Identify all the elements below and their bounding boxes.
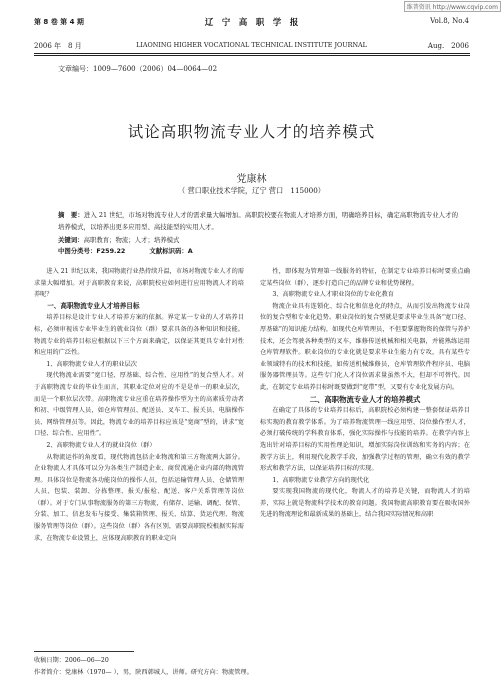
paragraph: 从物流运作的角度看，现代物流包括企业物流和第三方物流两大部分。企业物流人才具体可以分为各类生产制造企业、商贸流通企业内部的物流管理。具体岗位是物流各功能岗位的操作人员，包括运输管理人员、仓储管理人员、包装、装卸、分拣整理、报关/报检、配送、客户关系管理等岗位（群）。对于专门从事物流服务的第三方物流，有储存、运输、调配、保管、分装、加工、信息发布与接受、集装箱管理、报关、结算、货运代理、物流服务管理等岗位（群）。这些岗位（群）各有区别，需要高职院校根据实际需求，在物流专业设置上，应体现高职教育的职业定向 (34, 453, 244, 542)
abstract (58, 209, 458, 233)
article-number: 文章编号：1009—7600（2006）04—0064—02 (58, 65, 218, 73)
section-heading: 2、高职物流专业人才的就业岗位（群） (46, 441, 156, 449)
clc-label: 中图分类号： (58, 247, 97, 255)
abstract-label: 摘 要： (58, 211, 84, 219)
section-heading: 3、高职物流专业人才职业岗位的专业化教育 (272, 291, 394, 299)
header-volume: 第 8 卷 第 4 期 (34, 18, 84, 26)
section-heading: 一、高职物流专业人才培养目标 (47, 301, 140, 310)
paragraph: 现代物流业需要“宽口径、厚基础、综合性、应用性”的复合型人才。对于高职物流专业的毕业生而言，其职业定位对应的不是是单一的职业层次，而是一个职位层次带。高职物流专业应重在培养操作型为主的高素质劳动者和初、中级管理人员，如仓库管理员、配送员、叉车工、报关员、电脑操作员、网络管理员等。因此，物流专业的培养目标应该是“宽商”型的，讲求“宽口径、综合性、应用性”。 (34, 372, 244, 438)
keywords-text: 高职教育；物流；人才；培养模式 (83, 236, 180, 244)
author-affiliation: （ 营口职业技术学院，辽宁 营口 115000） (177, 186, 325, 195)
doc-value: A (187, 247, 193, 255)
footnote-rule (34, 651, 134, 652)
header-journal-en: LIAONING HIGHER VOCATIONAL TECHNICAL INSTITUTE JOURNAL (136, 41, 367, 49)
classification (58, 246, 215, 255)
paragraph: 性，即体现为管理第一线服务的特征，在制定专业培养目标时要重点确定某些岗位（群），逐步打造自己的品牌专业和优势课程。 (260, 268, 470, 287)
article-title: 试论高职物流专业人才的培养模式 (127, 123, 376, 141)
watermark: 维普资讯 http://www.cqvip.com (404, 1, 501, 12)
body-column-right (260, 266, 470, 521)
clc-code (58, 247, 125, 255)
received-date: 收稿日期：2006—06—20 (34, 657, 109, 664)
paragraph: 要实现我国物流的现代化，物流人才的培养是关键，而物流人才的培养，实际上就是物流科学技术的教育问题。我国物流高职教育要在吸收国外先进的物流理论和最新成果的基础上，结合我国实际情况和高职 (260, 488, 470, 519)
header-rule (34, 53, 470, 54)
header-date-cn: 2006 年 8 月 (34, 42, 82, 50)
paragraph: 进入 21 世纪以来，我国物流行业热持续升温，市场对物流专业人才的需求量大幅增加。对于高职教育来说，高职院校应如何进行应用物流人才的培养呢？ (34, 268, 244, 299)
header-vol-no: Vol.8, No.4 (430, 17, 469, 25)
paragraph: 培养目标是设计专业人才培养方案的依据。界定某一专业的人才培养目标，必须审视该专业毕业生的就业岗位（群）要求具备的各种知识和技能。物流专业的培养目标应根据以下三个方面来确定，以保证其更具专业针对性和应用的广泛性。 (34, 314, 244, 357)
header-date-en: Aug. 2006 (427, 42, 469, 50)
body-column-left (34, 266, 244, 544)
paragraph: 物流企业具有连锁化、综合化和信息化的特点，从而引发出物流专业岗位的复合型和专业化趋势。职业岗位的复合型就是要求毕业生具备“宽口径、厚基础”的知识能力结构，如现代仓库管理员，不但要掌握物资的保管与养护技术，还会驾驶各种类型的叉车，维修传送机械和相关电器，并能熟练运用仓库管理软件。职业岗位的专业化就是要求毕业生能力有专攻，具有某些专业领域特有的技术和技能，如传送机械维修员，仓库管理软件程序员、电脑服务器管理员等。这些专门化人才岗位需求量虽然不大，但却不可替代。因此，在制定专业培养目标时既要做到“宽带”型，又要有专业化发展方向。 (260, 302, 470, 391)
header-journal-cn: 辽 宁 高 职 学 报 (204, 18, 299, 28)
keywords (58, 235, 458, 244)
abstract-text: 进入 21 世纪，市场对物流专业人才的需求量大幅增加。高职院校要在物流人才培养方面，明确培养目标，确定高职物流专业人才的培养模式，以培养出更多应用型、高技能型的实用人才。 (58, 211, 458, 231)
author-name: 党康林 (236, 174, 267, 185)
clc-value: F259.22 (96, 247, 126, 255)
section-heading: 二、高职物流专业人才的培养模式 (309, 394, 421, 404)
section-heading: 1、高职物流专业教学方向的现代化 (272, 476, 370, 484)
paragraph: 在确定了具体的专业培养目标后，高职院校必须构建一整套保证培养目标实现的教育教学体系。为了培养物流管理一线应用型、岗位操作型人才，必须打破传统的学科教育体系，强化实际操作与技能的培养。在教学内容上选出针对培养目标的实用性理论知识，增加实际岗位训练和实务的内容；在教学方法上，利用现代化教学手段，加强教学过程的管理，确立有效的教学形式和教学方法，以保证培养目标的实现。 (260, 407, 470, 473)
doc-label: 文献标识码： (149, 247, 188, 255)
header-rule-double (34, 55, 470, 56)
section-heading: 1、高职物流专业人才的职业层次 (46, 360, 137, 368)
keywords-label: 关键词： (58, 236, 84, 244)
doc-code (149, 247, 192, 255)
author-bio: 作者简介：党康林（1970— ），男，陕西韩城人，讲师。研究方向：物流管理。 (34, 669, 253, 676)
